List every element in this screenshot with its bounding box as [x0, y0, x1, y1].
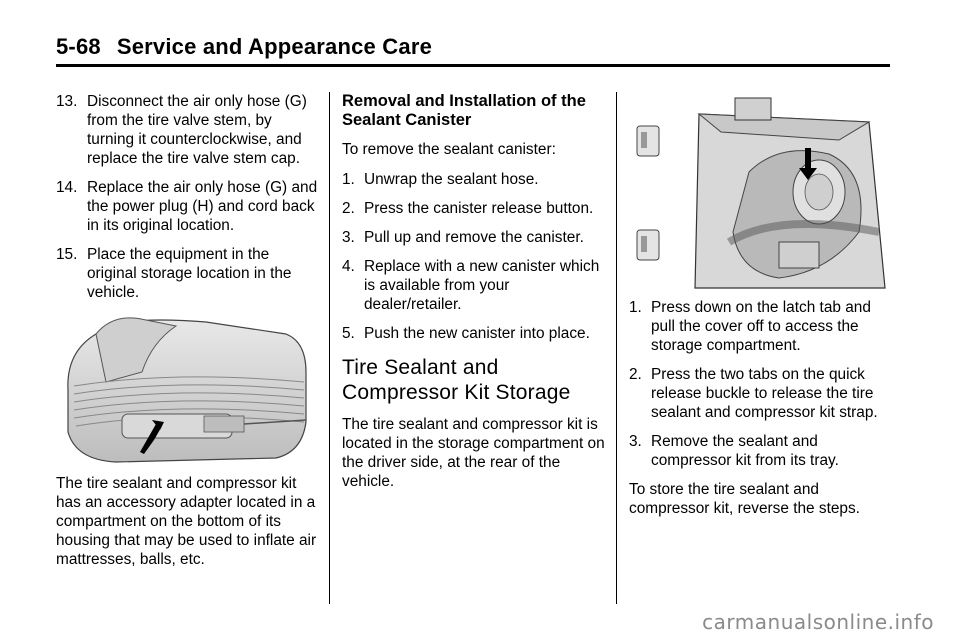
- column-3: [629, 92, 891, 529]
- step-1: 1. Unwrap the sealant hose.: [342, 171, 539, 188]
- step-14: 14. Replace the air only hose (G) and the power plug (H) and cord back in its original location.: [56, 179, 318, 234]
- step-2: 2. Press the canister release button.: [342, 200, 594, 217]
- kit-location-paragraph: The tire sealant and compressor kit is located in the storage compartment on the driver side, at the rear of the vehicle.: [342, 416, 605, 490]
- column-divider-1: [329, 92, 330, 604]
- remove-intro: To remove the sealant canister:: [342, 141, 556, 158]
- header-rule: [56, 64, 890, 67]
- section-heading-kit-storage: Tire Sealant and Compressor Kit Storage: [342, 356, 571, 404]
- step-2: 2. Press the two tabs on the quick release buckle to release the tire sealant and compressor kit strap.: [629, 366, 878, 421]
- step-4: 4. Replace with a new canister which is available from your dealer/retailer.: [342, 258, 600, 313]
- step-13: 13. Disconnect the air only hose (G) from the tire valve stem, by turning it counterclockwise, and replace the tire valve stem cap.: [56, 93, 307, 167]
- step-1: 1. Press down on the latch tab and pull the cover off to access the storage compartment.: [629, 299, 871, 354]
- step-3: 3. Pull up and remove the canister.: [342, 229, 584, 246]
- storage-compartment-illustration: [629, 92, 891, 290]
- column-1: [56, 92, 318, 580]
- subheading-removal-installation: Removal and Installation of the Sealant Canister: [342, 92, 586, 129]
- page-header: [56, 34, 432, 60]
- step-3: 3. Remove the sealant and compressor kit from its tray.: [629, 433, 839, 469]
- step-5: 5. Push the new canister into place.: [342, 325, 590, 342]
- accessory-adapter-paragraph: The tire sealant and compressor kit has an accessory adapter located in a compartment on the bottom of its housing that may be used to inflate air mattresses, balls, etc.: [56, 475, 317, 568]
- page-title: Service and Appearance Care: [116, 34, 433, 59]
- column-2: [342, 92, 608, 502]
- step-15: 15. Place the equipment in the original storage location in the vehicle.: [56, 246, 292, 301]
- column-divider-2: [616, 92, 617, 604]
- page-number: 5-68: [56, 34, 101, 59]
- watermark: carmanualsonline.info: [702, 610, 934, 634]
- compressor-illustration: [56, 312, 318, 468]
- store-kit-paragraph: To store the tire sealant and compressor kit, reverse the steps.: [629, 481, 860, 517]
